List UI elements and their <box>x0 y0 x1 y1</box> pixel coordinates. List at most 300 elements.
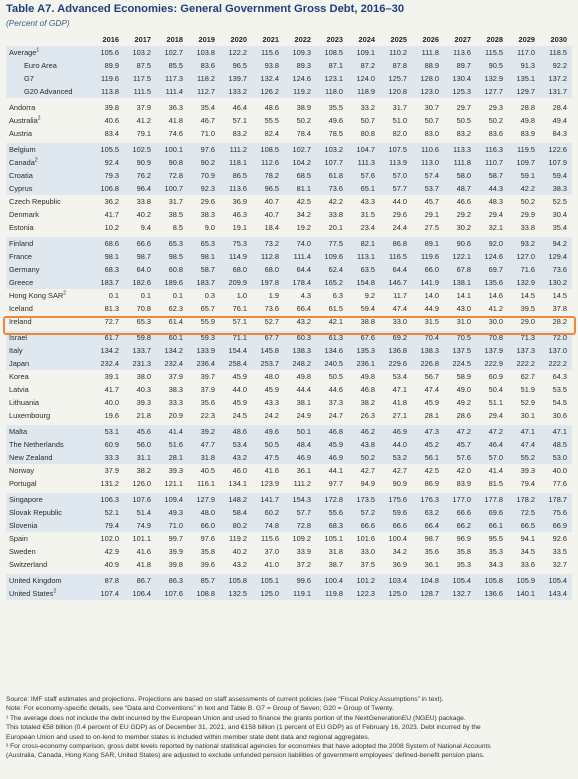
data-cell: 65.3 <box>136 317 151 326</box>
data-cell: 49.8 <box>360 372 375 381</box>
data-cell: 49.2 <box>456 398 471 407</box>
data-cell: 41.4 <box>156 424 188 439</box>
data-cell: 60.1 <box>156 330 188 345</box>
data-cell: 112.7 <box>188 85 220 100</box>
data-cell: 41.0 <box>264 560 279 569</box>
data-cell: 115.6 <box>261 534 279 543</box>
data-cell: 44.6 <box>328 385 343 394</box>
data-cell: 37.3 <box>328 398 343 407</box>
data-cell: 33.0 <box>392 317 407 326</box>
data-cell: 41.8 <box>136 560 151 569</box>
table-row <box>6 558 572 573</box>
data-cell: 40.9 <box>104 560 119 569</box>
table-row <box>6 532 572 545</box>
data-cell: 66.6 <box>380 519 412 532</box>
data-cell: 73.2 <box>252 236 284 251</box>
data-cell: 81.5 <box>488 479 503 488</box>
row-label <box>6 506 92 519</box>
data-cell: 57.1 <box>232 116 247 125</box>
data-cell: 53.7 <box>412 182 444 195</box>
data-cell: 111.8 <box>412 46 444 59</box>
row-label-text: Estonia <box>9 223 34 232</box>
data-cell: 94.9 <box>360 479 375 488</box>
data-cell: 66.9 <box>540 519 572 532</box>
data-cell: 87.1 <box>316 59 348 72</box>
data-cell: 72.5 <box>508 506 540 519</box>
data-cell: 66.6 <box>348 519 380 532</box>
data-cell: 96.4 <box>124 182 156 195</box>
data-cell: 36.1 <box>296 466 311 475</box>
data-cell: 107.7 <box>316 156 348 169</box>
row-label-text: Andorra <box>9 103 36 112</box>
data-cell: 132.9 <box>508 276 540 289</box>
table-row <box>6 114 572 127</box>
data-cell: 40.0 <box>552 466 567 475</box>
data-cell: 119.5 <box>508 142 540 157</box>
data-cell: 108.5 <box>316 46 348 59</box>
data-cell: 105.9 <box>508 573 540 588</box>
data-cell: 105.4 <box>540 573 572 588</box>
data-cell: 42.0 <box>456 466 471 475</box>
data-cell: 50.5 <box>252 438 284 451</box>
data-cell: 77.5 <box>316 236 348 251</box>
data-cell: 28.4 <box>540 100 572 115</box>
data-cell: 58.7 <box>476 169 508 182</box>
data-cell: 62.7 <box>520 372 535 381</box>
data-cell: 51.6 <box>156 438 188 451</box>
data-cell: 105.4 <box>444 573 476 588</box>
data-cell: 66.5 <box>508 519 540 532</box>
data-cell: 42.7 <box>392 466 407 475</box>
data-cell: 129.7 <box>508 85 540 100</box>
data-cell: 86.8 <box>380 236 412 251</box>
data-cell: 87.2 <box>348 59 380 72</box>
data-cell: 35.4 <box>552 223 567 232</box>
table-row <box>6 519 572 532</box>
data-cell: 31.5 <box>360 210 375 219</box>
data-cell: 9.2 <box>364 291 375 300</box>
data-cell: 138.3 <box>284 344 316 357</box>
row-label <box>6 208 92 221</box>
data-cell: 148.2 <box>220 492 252 507</box>
row-label <box>6 302 92 315</box>
table-row <box>6 587 572 600</box>
data-cell: 111.2 <box>220 142 252 157</box>
data-cell: 140.1 <box>508 587 540 600</box>
data-cell: 66.4 <box>296 304 311 313</box>
data-cell: 80.8 <box>360 129 375 138</box>
data-cell: 72.8 <box>156 169 188 182</box>
data-cell: 106.8 <box>92 182 124 195</box>
data-cell: 50.2 <box>348 451 380 464</box>
row-label-text: Iceland <box>9 304 33 313</box>
table-row <box>6 477 572 492</box>
data-cell: 103.2 <box>124 46 156 59</box>
data-cell: 109.4 <box>156 492 188 507</box>
data-cell: 63.2 <box>412 506 444 519</box>
row-label-text: Portugal <box>9 479 37 488</box>
data-cell: 101.2 <box>348 573 380 588</box>
data-cell: 57.7 <box>284 506 316 519</box>
data-cell: 136.8 <box>380 344 412 357</box>
data-cell: 76.1 <box>232 304 247 313</box>
data-cell: 66.2 <box>444 519 476 532</box>
data-cell: 66.0 <box>412 263 444 276</box>
row-label-text: Italy <box>9 346 23 355</box>
data-cell: 41.6 <box>136 547 151 556</box>
data-cell: 115.6 <box>252 46 284 59</box>
table-row <box>6 438 572 451</box>
data-cell: 0.3 <box>204 291 215 300</box>
data-cell: 46.2 <box>348 424 380 439</box>
data-cell: 222.9 <box>476 357 508 370</box>
data-cell: 57.2 <box>348 506 380 519</box>
table-row <box>6 156 572 169</box>
row-label-text: Lithuania <box>9 398 39 407</box>
table-row <box>6 506 572 519</box>
data-cell: 111.4 <box>156 85 188 100</box>
data-cell: 48.4 <box>284 438 316 451</box>
data-cell: 41.7 <box>104 210 119 219</box>
data-cell: 75.6 <box>540 506 572 519</box>
data-cell: 41.8 <box>392 398 407 407</box>
data-cell: 113.3 <box>444 142 476 157</box>
data-cell: 28.6 <box>456 411 471 420</box>
data-cell: 63.5 <box>348 263 380 276</box>
data-cell: 248.2 <box>284 357 316 370</box>
data-cell: 134.1 <box>228 479 247 488</box>
data-cell: 134.2 <box>156 344 188 357</box>
data-cell: 8.5 <box>172 223 183 232</box>
data-cell: 19.2 <box>296 223 311 232</box>
year-header: 2022 <box>294 35 311 44</box>
data-cell: 116.1 <box>197 479 215 488</box>
data-cell: 36.9 <box>232 197 247 206</box>
note-line: European Union and used to on-lend to member states is included within member state debt data and regional aggregates. <box>6 733 370 741</box>
data-cell: 48.6 <box>220 424 252 439</box>
data-cell: 38.2 <box>360 398 375 407</box>
data-cell: 53.5 <box>552 385 567 394</box>
year-header: 2016 <box>102 35 119 44</box>
data-cell: 46.6 <box>456 197 471 206</box>
data-cell: 29.0 <box>520 317 535 326</box>
data-cell: 29.6 <box>392 210 407 219</box>
data-cell: 83.2 <box>232 129 247 138</box>
data-cell: 135.3 <box>348 344 380 357</box>
data-cell: 69.7 <box>476 263 508 276</box>
data-cell: 100.4 <box>316 573 348 588</box>
data-cell: 85.5 <box>156 59 188 72</box>
table-row <box>6 424 572 439</box>
data-cell: 21.8 <box>136 411 151 420</box>
data-cell: 70.9 <box>188 169 220 182</box>
data-cell: 83.6 <box>188 59 220 72</box>
data-cell: 88.9 <box>412 59 444 72</box>
table-row <box>6 46 572 59</box>
row-label <box>6 573 92 588</box>
data-cell: 33.3 <box>92 451 124 464</box>
row-label <box>6 383 92 396</box>
data-cell: 57.0 <box>380 169 412 182</box>
data-cell: 29.9 <box>520 210 535 219</box>
row-label <box>6 142 92 157</box>
data-cell: 83.6 <box>488 129 503 138</box>
data-cell: 35.8 <box>200 547 215 556</box>
data-cell: 0.1 <box>140 291 151 300</box>
data-cell: 83.0 <box>424 129 439 138</box>
table-row <box>6 72 572 85</box>
data-cell: 111.3 <box>348 156 380 169</box>
data-cell: 57.7 <box>380 182 412 195</box>
data-cell: 44.0 <box>380 438 412 451</box>
data-cell: 97.7 <box>328 479 343 488</box>
data-cell: 52.9 <box>520 398 535 407</box>
data-cell: 49.8 <box>296 372 311 381</box>
data-cell: 35.5 <box>316 100 348 115</box>
data-cell: 26.3 <box>360 411 375 420</box>
data-cell: 64.4 <box>284 263 316 276</box>
data-cell: 38.8 <box>360 317 375 326</box>
year-header: 2021 <box>262 35 279 44</box>
data-cell: 36.1 <box>424 560 439 569</box>
data-cell: 113.6 <box>220 182 252 195</box>
data-cell: 58.9 <box>456 372 471 381</box>
data-cell: 132.4 <box>252 72 284 85</box>
data-cell: 232.4 <box>156 357 188 370</box>
data-cell: 38.3 <box>540 182 572 195</box>
data-cell: 11.7 <box>393 291 407 300</box>
row-label-text: Croatia <box>9 171 33 180</box>
data-cell: 39.8 <box>168 560 183 569</box>
data-cell: 89.3 <box>284 59 316 72</box>
data-cell: 68.6 <box>92 236 124 251</box>
data-cell: 111.8 <box>444 156 476 169</box>
footnote-marker: 2 <box>34 157 38 164</box>
data-cell: 35.3 <box>456 560 471 569</box>
data-cell: 29.1 <box>424 210 439 219</box>
row-label <box>6 587 92 600</box>
data-cell: 124.6 <box>284 72 316 85</box>
data-cell: 95.5 <box>488 534 503 543</box>
data-cell: 154.3 <box>284 492 316 507</box>
data-cell: 38.9 <box>284 100 316 115</box>
data-cell: 79.4 <box>92 519 124 532</box>
data-cell: 22.3 <box>200 411 215 420</box>
data-cell: 43.3 <box>264 398 279 407</box>
table-row <box>6 100 572 115</box>
data-cell: 41.6 <box>264 466 279 475</box>
data-cell: 101.1 <box>132 534 151 543</box>
data-cell: 105.8 <box>220 573 252 588</box>
row-label <box>6 396 92 409</box>
row-label <box>6 221 92 236</box>
data-cell: 39.1 <box>104 372 119 381</box>
data-cell: 100.1 <box>156 142 188 157</box>
row-label <box>6 477 92 492</box>
row-label-text: G20 Advanced <box>24 87 73 96</box>
footnote-marker: 1 <box>36 47 40 54</box>
data-cell: 58.7 <box>188 263 220 276</box>
table-row <box>6 250 572 263</box>
data-cell: 90.2 <box>188 156 220 169</box>
data-cell: 146.7 <box>380 276 412 289</box>
data-cell: 92.3 <box>188 182 220 195</box>
year-header: 2029 <box>518 35 535 44</box>
data-cell: 240.5 <box>316 357 348 370</box>
data-cell: 68.5 <box>284 169 316 182</box>
row-label <box>6 127 92 142</box>
data-cell: 67.7 <box>252 330 284 345</box>
data-cell: 44.1 <box>328 466 343 475</box>
data-cell: 96.9 <box>456 534 471 543</box>
data-cell: 106.4 <box>124 587 156 600</box>
data-cell: 86.3 <box>156 573 188 588</box>
data-cell: 31.8 <box>328 547 343 556</box>
data-cell: 133.2 <box>220 85 252 100</box>
row-label-text: Czech Republic <box>9 197 61 206</box>
data-cell: 18.4 <box>264 223 279 232</box>
row-label-text: Denmark <box>9 210 39 219</box>
data-cell: 19.6 <box>104 411 119 420</box>
data-cell: 45.6 <box>124 424 156 439</box>
row-label-text: Sweden <box>9 547 36 556</box>
table-row <box>6 492 572 507</box>
data-cell: 49.8 <box>520 116 535 125</box>
data-cell: 137.0 <box>540 344 572 357</box>
data-cell: 59.6 <box>380 506 412 519</box>
data-cell: 61.7 <box>92 330 124 345</box>
data-cell: 102.7 <box>156 46 188 59</box>
data-cell: 93.2 <box>508 236 540 251</box>
data-cell: 93.8 <box>252 59 284 72</box>
data-cell: 42.5 <box>424 466 439 475</box>
data-cell: 68.0 <box>220 263 252 276</box>
data-cell: 6.3 <box>332 291 343 300</box>
data-cell: 44.4 <box>296 385 311 394</box>
data-cell: 222.2 <box>540 357 572 370</box>
data-cell: 62.4 <box>316 263 348 276</box>
data-cell: 38.3 <box>168 385 183 394</box>
data-cell: 35.4 <box>188 100 220 115</box>
data-cell: 100.7 <box>156 182 188 195</box>
data-cell: 79.1 <box>136 129 151 138</box>
data-cell: 38.2 <box>136 466 151 475</box>
data-cell: 71.6 <box>508 263 540 276</box>
data-cell: 122.3 <box>348 587 380 600</box>
row-label-text: Greece <box>9 278 34 287</box>
table-row <box>6 357 572 370</box>
data-cell: 78.4 <box>296 129 311 138</box>
data-cell: 39.6 <box>200 560 215 569</box>
data-cell: 42.7 <box>360 466 375 475</box>
row-label <box>6 169 92 182</box>
data-cell: 47.7 <box>188 438 220 451</box>
data-cell: 55.9 <box>200 317 215 326</box>
row-label <box>6 195 92 208</box>
year-header: 2028 <box>486 35 503 44</box>
data-cell: 40.7 <box>264 210 279 219</box>
data-cell: 107.5 <box>380 142 412 157</box>
data-cell: 122.6 <box>540 142 572 157</box>
year-header: 2019 <box>198 35 215 44</box>
data-cell: 37.9 <box>104 466 119 475</box>
data-cell: 119.2 <box>229 534 247 543</box>
data-cell: 14.0 <box>424 291 439 300</box>
data-cell: 40.2 <box>232 547 247 556</box>
data-cell: 64.0 <box>124 263 156 276</box>
data-cell: 69.6 <box>476 506 508 519</box>
data-cell: 33.6 <box>520 560 535 569</box>
data-cell: 134.6 <box>316 344 348 357</box>
header-corner <box>6 33 92 46</box>
data-cell: 113.9 <box>380 156 412 169</box>
data-cell: 116.5 <box>380 250 412 263</box>
data-cell: 65.1 <box>348 182 380 195</box>
data-cell: 37.2 <box>296 560 311 569</box>
data-cell: 50.5 <box>456 116 471 125</box>
row-label <box>6 344 92 357</box>
table-row <box>6 289 572 302</box>
data-cell: 66.6 <box>124 236 156 251</box>
data-cell: 109.2 <box>292 534 311 543</box>
data-cell: 74.9 <box>124 519 156 532</box>
data-cell: 45.9 <box>264 385 279 394</box>
year-header: 2027 <box>454 35 471 44</box>
data-cell: 76.2 <box>124 169 156 182</box>
data-cell: 110.7 <box>476 156 508 169</box>
data-cell: 124.0 <box>348 72 380 85</box>
data-cell: 70.4 <box>412 330 444 345</box>
year-header: 2020 <box>230 35 247 44</box>
data-cell: 4.3 <box>300 291 311 300</box>
data-cell: 29.2 <box>456 210 471 219</box>
data-cell: 36.9 <box>392 560 407 569</box>
data-cell: 107.6 <box>124 492 156 507</box>
data-cell: 52.1 <box>92 506 124 519</box>
table-row <box>6 545 572 558</box>
data-cell: 74.0 <box>284 236 316 251</box>
note-line: ¹ The average does not include the debt incurred by the European Union and used to finance the grants portion of the NextGenerationEU (NGEU) package. <box>6 714 466 722</box>
table-row <box>6 208 572 221</box>
table-row <box>6 85 572 100</box>
data-cell: 118.2 <box>188 72 220 85</box>
data-cell: 136.6 <box>476 587 508 600</box>
data-cell: 77.6 <box>552 479 567 488</box>
data-cell: 52.5 <box>552 197 567 206</box>
row-label-text: Average <box>9 48 37 57</box>
data-cell: 35.8 <box>456 547 471 556</box>
row-label <box>6 532 92 545</box>
data-cell: 38.5 <box>168 210 183 219</box>
data-cell: 79.3 <box>92 169 124 182</box>
row-label <box>6 85 92 100</box>
data-cell: 177.8 <box>476 492 508 507</box>
data-cell: 83.9 <box>456 479 471 488</box>
data-cell: 117.5 <box>124 72 156 85</box>
row-label <box>6 409 92 424</box>
data-cell: 50.1 <box>284 424 316 439</box>
data-cell: 31.1 <box>124 451 156 464</box>
data-cell: 47.1 <box>540 424 572 439</box>
data-cell: 33.3 <box>168 398 183 407</box>
data-cell: 103.4 <box>380 573 412 588</box>
data-cell: 66.4 <box>412 519 444 532</box>
row-label-text: Slovak Republic <box>9 508 62 517</box>
data-cell: 61.3 <box>316 330 348 345</box>
data-cell: 120.8 <box>380 85 412 100</box>
data-cell: 109.1 <box>348 46 380 59</box>
data-cell: 107.6 <box>156 587 188 600</box>
